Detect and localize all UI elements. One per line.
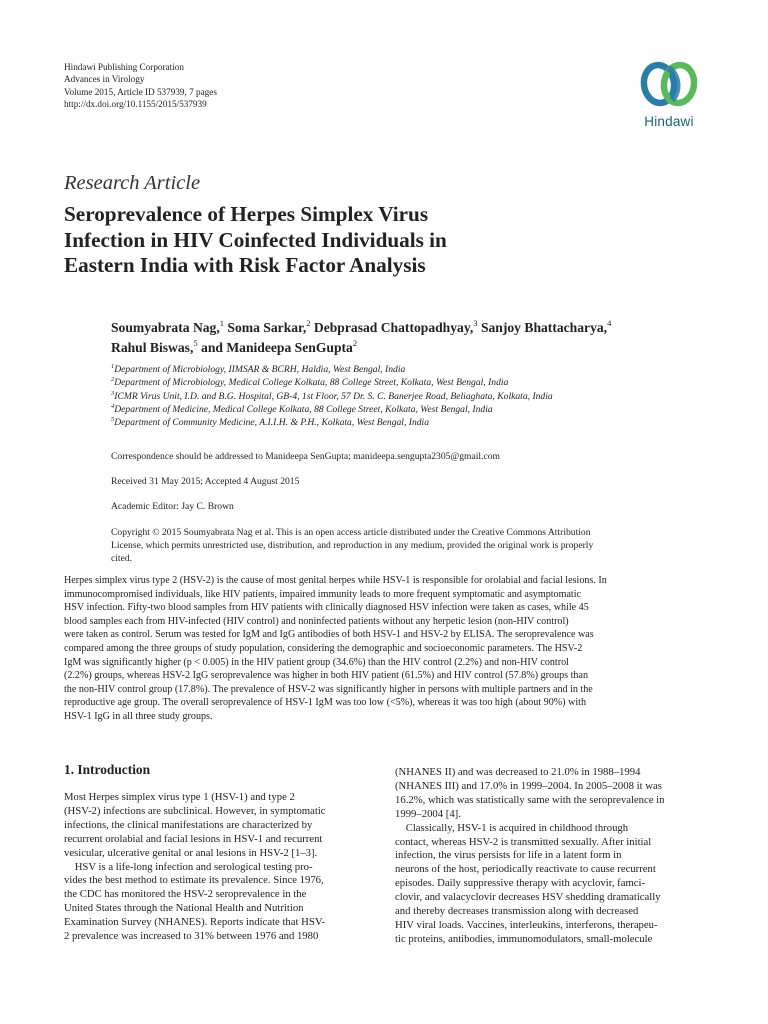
author-affiliation-mark: 2 — [306, 318, 311, 328]
affiliation-mark: 3 — [111, 389, 115, 397]
abstract-line: IgM was significantly higher (p < 0.005) in the HIV patient group (34.6%) than the HIV control (2.2%) and non-HIV control — [64, 656, 569, 668]
abstract-line: (2.2%) groups, whereas HSV-2 IgG seroprevalence was higher in both HIV patient (61.5%) and HIV control (57.8%) groups than — [64, 670, 589, 682]
author-affiliation-mark: 1 — [219, 318, 225, 328]
body-column-right — [395, 766, 705, 947]
body-line: HSV is a life-long infection and serological testing pro- — [64, 860, 313, 873]
affiliation-item — [111, 416, 701, 429]
journal-name: Advances in Virology — [64, 74, 145, 85]
body-line: (HSV-2) infections are subclinical. However, in symptomatic — [64, 804, 326, 817]
affiliation-text: ICMR Virus Unit, I.D. and B.G. Hospital, GB-4, 1st Floor, 57 Dr. S. C. Banerjee Road, Beliaghata, Kolkata, India — [114, 390, 553, 402]
body-line: recurrent orolabial and facial lesions in HSV-1 and recurrent — [64, 832, 323, 845]
body-line: Classically, HSV-1 is acquired in childhood through — [395, 821, 629, 834]
abstract — [64, 574, 704, 724]
body-line: (NHANES II) and was decreased to 21.0% in 1988–1994 — [395, 766, 641, 778]
author-name: Sanjoy Bhattacharya, — [480, 320, 608, 335]
affiliation-text: Department of Microbiology, Medical College Kolkata, 88 College Street, Kolkata, West Bengal, India — [114, 377, 509, 389]
copyright-line: Copyright © 2015 Soumyabrata Nag et al. This is an open access article distributed under the Creative Commons Attribution — [111, 527, 591, 538]
correspondence-note: Correspondence should be addressed to Manideepa SenGupta; manideepa.sengupta2305@gmail.com — [111, 451, 501, 462]
academic-editor: Academic Editor: Jay C. Brown — [111, 501, 234, 512]
body-line: vides the best method to estimate its prevalence. Since 1976, — [64, 874, 324, 887]
abstract-line: HSV infection. Fifty-two blood samples from HIV patients with clinically diagnosed HSV infection were taken as cases, while 45 — [64, 602, 589, 614]
author-name: and Manideepa SenGupta — [201, 340, 353, 355]
section-heading-introduction: 1. Introduction — [64, 762, 151, 777]
author-line-2 — [111, 338, 711, 358]
affiliation-list — [111, 363, 701, 429]
publication-info — [64, 61, 217, 111]
body-line: infection, the virus persists for life in a latent form in — [395, 849, 622, 862]
publisher-name: Hindawi Publishing Corporation — [64, 62, 184, 72]
affiliation-mark: 4 — [111, 402, 115, 410]
copyright-notice — [111, 526, 701, 566]
volume-line: Volume 2015, Article ID 537939, 7 pages — [64, 86, 217, 97]
doi-link[interactable]: http://dx.doi.org/10.1155/2015/537939 — [64, 99, 207, 110]
author-affiliation-mark: 4 — [607, 318, 612, 328]
received-dates: Received 31 May 2015; Accepted 4 August 2015 — [111, 476, 300, 487]
affiliation-item — [111, 390, 701, 403]
body-line: Examination Survey (NHANES). Reports indicate that HSV- — [64, 916, 326, 929]
body-line: tic proteins, antibodies, immunomodulators, small-molecule — [395, 932, 653, 945]
body-line: vesicular, ulcerative genital or anal lesions in HSV-2 [1–3]. — [64, 846, 318, 859]
affiliation-mark: 5 — [111, 416, 115, 424]
body-line: clovir, and valacyclovir decreases HSV shedding dramatically — [395, 891, 661, 904]
author-name: Rahul Biswas, — [111, 340, 194, 355]
abstract-line: blood samples each from HIV-infected (HIV control) and noninfected patients without any herpetic lesion (non-HIV control) — [64, 615, 569, 627]
author-list — [111, 318, 711, 358]
body-line: and thereby decreases transmission along with decreased — [395, 905, 639, 918]
hindawi-rings-icon — [632, 56, 706, 112]
author-name: Soma Sarkar, — [227, 320, 307, 335]
body-line: contact, whereas HSV-2 is transmitted sexually. After initial — [395, 835, 652, 848]
abstract-line: immunocompromised individuals, like HIV patients, impaired immunity leads to more frequent symptomatic and asymptomatic — [64, 588, 582, 600]
author-name: Debprasad Chattopadhyay, — [313, 320, 474, 335]
affiliation-item — [111, 403, 701, 416]
abstract-line: HSV-1 IgG in all three study groups. — [64, 710, 213, 722]
body-line: United States through the National Health and Nutrition — [64, 902, 304, 915]
affiliation-text: Department of Medicine, Medical College Kolkata, 88 College Street, Kolkata, West Bengal, India — [114, 403, 493, 415]
abstract-line: were taken as control. Serum was tested for IgM and IgG antibodies of both HSV-1 and HSV-2 by ELISA. The seroprevalence was — [64, 629, 594, 641]
affiliation-mark: 2 — [111, 376, 115, 384]
abstract-line: Herpes simplex virus type 2 (HSV-2) is the cause of most genital herpes while HSV-1 is responsible for orolabial and facial lesions. In — [64, 575, 607, 586]
author-line-1 — [111, 318, 711, 338]
title-line: Eastern India with Risk Factor Analysis — [64, 253, 426, 277]
author-name: Soumyabrata Nag, — [111, 320, 220, 335]
copyright-line: License, which permits unrestricted use, distribution, and reproduction in any medium, provided the original work is properly — [111, 540, 594, 552]
title-line: Seroprevalence of Herpes Simplex Virus — [64, 202, 429, 226]
affiliation-item — [111, 363, 701, 376]
article-type: Research Article — [64, 172, 201, 194]
hindawi-logo-text: Hindawi — [644, 114, 694, 129]
body-line: HIV viral loads. Vaccines, interleukins, interferons, therapeu- — [395, 918, 658, 931]
author-affiliation-mark: 2 — [352, 338, 358, 348]
body-line: Most Herpes simplex virus type 1 (HSV-1) and type 2 — [64, 791, 295, 803]
body-line: (NHANES III) and 17.0% in 1999–2004. In 2005–2008 it was — [395, 779, 662, 792]
title-line: Infection in HIV Coinfected Individuals in — [64, 227, 447, 252]
author-affiliation-mark: 3 — [473, 318, 478, 328]
affiliation-text: Department of Microbiology, IIMSAR & BCRH, Haldia, West Bengal, India — [114, 364, 406, 375]
body-line: 2 prevalence was increased to 31% between 1976 and 1980 — [64, 930, 319, 943]
affiliation-mark: 1 — [111, 363, 115, 370]
body-line: infections, the clinical manifestations are characterized by — [64, 818, 313, 831]
body-line: 1999–2004 [4]. — [395, 807, 461, 820]
affiliation-item — [111, 376, 701, 389]
abstract-line: compared among the three groups of study population, considering the demographic and socioeconomic parameters. The HSV-2 — [64, 642, 583, 654]
abstract-line: reproductive age group. The overall seroprevalence of HSV-1 IgM was too low (<5%), whereas it was too high (about 90%) with — [64, 697, 587, 709]
body-line: the CDC has monitored the HSV-2 seroprevalence in the — [64, 888, 307, 901]
body-line: 16.2%, which was statistically same with the seroprevalence in — [395, 793, 665, 806]
article-title — [64, 202, 624, 279]
affiliation-text: Department of Community Medicine, A.I.I.H. & P.H., Kolkata, West Bengal, India — [114, 417, 430, 429]
hindawi-logo — [632, 56, 706, 134]
abstract-line: the non-HIV control group (17.8%). The prevalence of HSV-2 was significantly higher in persons with multiple partners and in the — [64, 683, 593, 695]
body-column-left — [64, 791, 374, 944]
author-affiliation-mark: 5 — [193, 338, 198, 348]
body-line: neurons of the host, periodically reactivate to cause recurrent — [395, 863, 656, 876]
body-line: episodes. Daily suppressive therapy with acyclovir, famci- — [395, 877, 646, 890]
copyright-line: cited. — [111, 553, 133, 565]
